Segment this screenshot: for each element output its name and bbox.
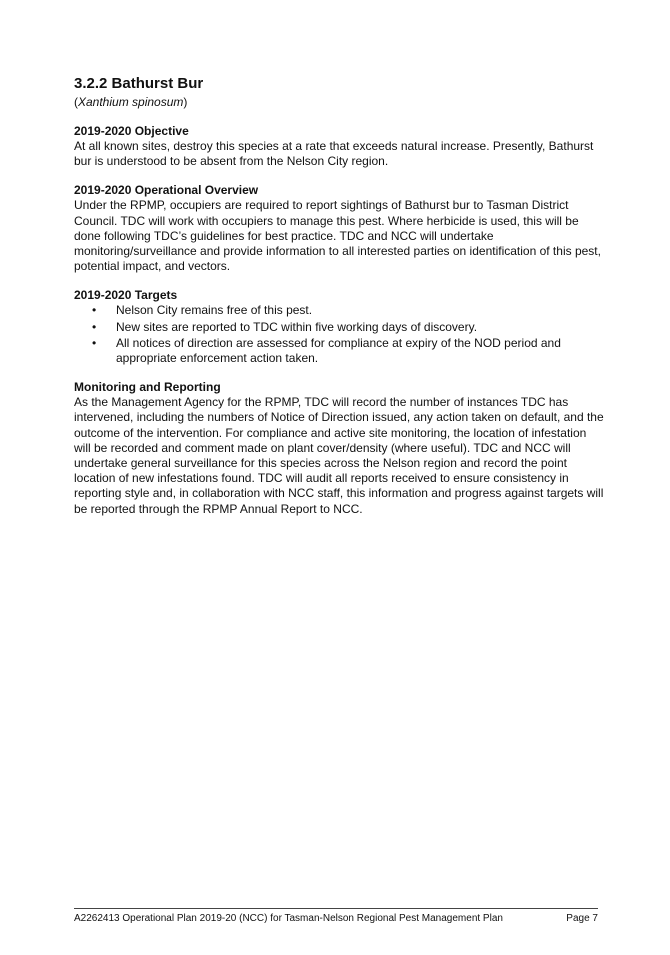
species-name xyxy=(74,94,604,110)
bullet-icon: • xyxy=(92,335,97,350)
overview-section xyxy=(74,183,604,274)
list-item xyxy=(74,336,604,366)
footer-document-title: A2262413 Operational Plan 2019-20 (NCC) for Tasman-Nelson Regional Pest Management Plan xyxy=(74,913,503,924)
objective-section xyxy=(74,124,604,169)
list-item xyxy=(74,303,604,318)
targets-heading: 2019-2020 Targets xyxy=(74,288,178,303)
target-text: Nelson City remains free of this pest. xyxy=(116,303,313,318)
monitoring-text: As the Management Agency for the RPMP, TDC will record the number of instances TDC has intervened, including the numbers of Notice of Direction issued, any action taken on default, and the outcome of the intervention. For compliance and active site monitoring, the location of infestation will be recorded and comment made on plant cover/density (where useful). TDC and NCC will undertake general surveillance for this species across the Nelson region and record the point location of new infestations found. TDC will audit all reports received to ensure consistency in reporting style and, in collaboration with NCC staff, this information and progress against targets will be reported through the RPMP Annual Report to NCC. xyxy=(74,395,604,516)
monitoring-heading: Monitoring and Reporting xyxy=(74,380,221,395)
target-text: New sites are reported to TDC within five working days of discovery. xyxy=(116,319,478,334)
objective-heading: 2019-2020 Objective xyxy=(74,124,189,138)
document-page xyxy=(74,74,604,517)
targets-section xyxy=(74,288,604,366)
target-text: All notices of direction are assessed for compliance at expiry of the NOD period and appropriate enforcement action taken. xyxy=(116,335,561,366)
bullet-icon: • xyxy=(92,303,97,318)
overview-heading: 2019-2020 Operational Overview xyxy=(74,183,259,198)
species-paren-open: ( xyxy=(74,95,78,109)
bullet-icon: • xyxy=(92,319,97,334)
page-footer xyxy=(74,908,598,925)
section-title: 3.2.2 Bathurst Bur xyxy=(74,75,204,92)
overview-text: Under the RPMP, occupiers are required to report sightings of Bathurst bur to Tasman District Council. TDC will work with occupiers to manage this pest. Where herbicide is used, this will be done following TDC’s guidelines for best practice. TDC and NCC will undertake monitoring/surveillance and provide information to all interested parties on identification of this pest, potential impact, and vectors. xyxy=(74,198,601,274)
page-number: Page 7 xyxy=(566,913,598,924)
species-latin-name: Xanthium spinosum xyxy=(78,95,184,109)
list-item xyxy=(74,320,604,335)
objective-text: At all known sites, destroy this species at a rate that exceeds natural increase. Presently, Bathurst bur is understood to be absent from the Nelson City region. xyxy=(74,139,594,169)
targets-list xyxy=(74,303,604,366)
monitoring-section xyxy=(74,380,604,517)
species-paren-close: ) xyxy=(183,95,188,109)
